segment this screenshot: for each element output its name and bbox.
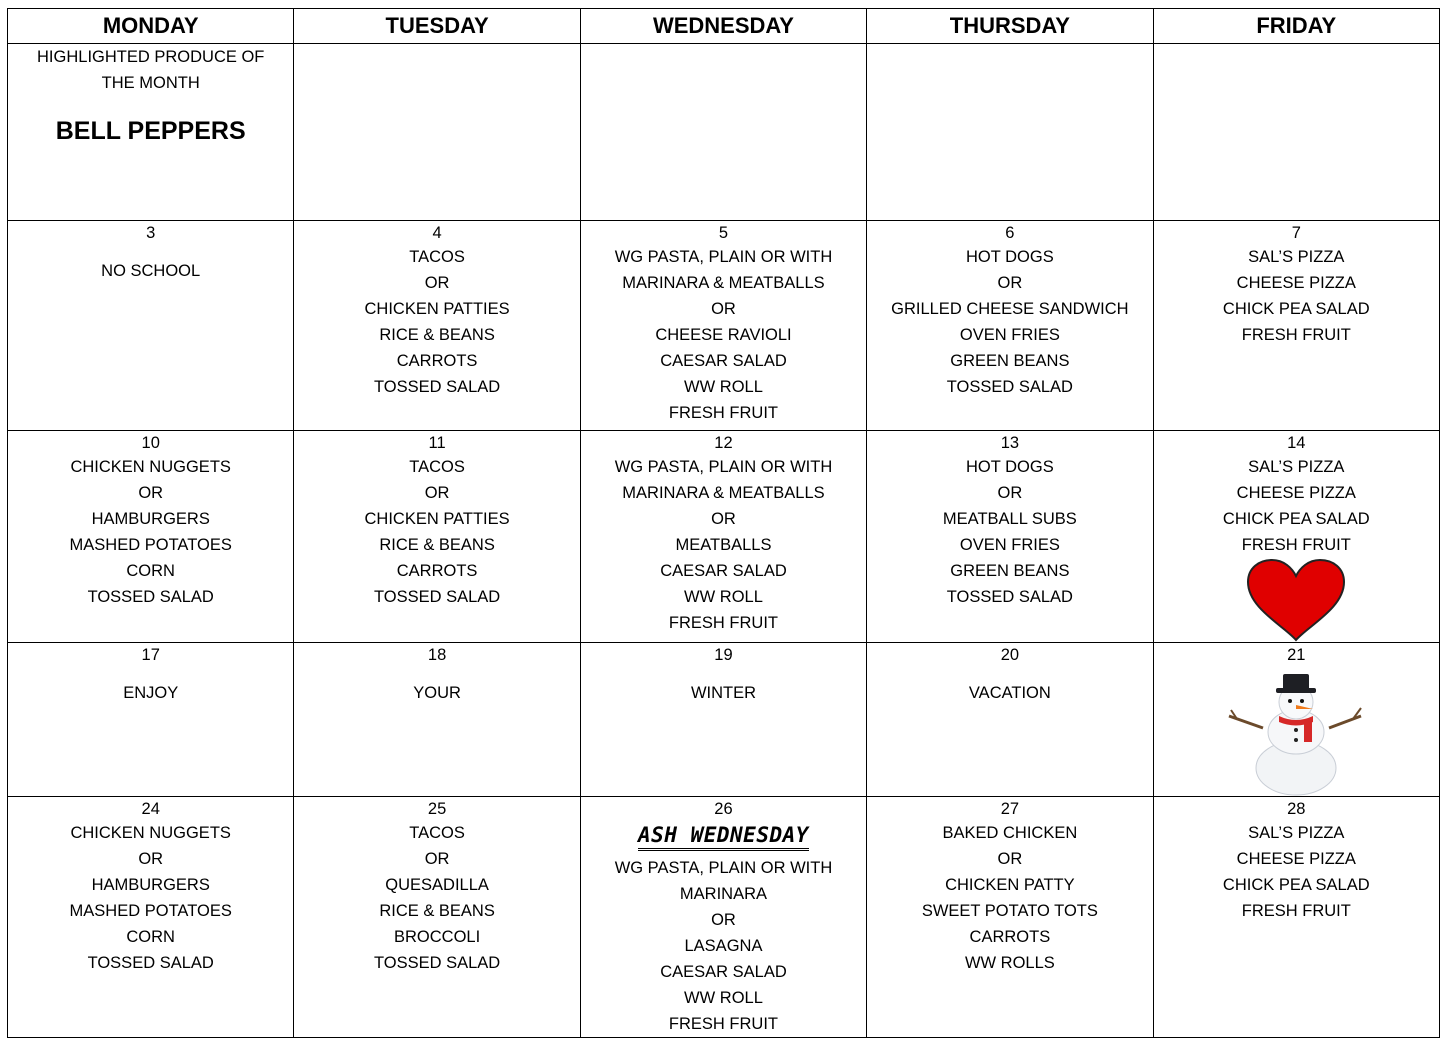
menu-item: TACOS [409,248,465,266]
menu-item: NO SCHOOL [101,262,201,280]
menu-item: FRESH FRUIT [668,1015,779,1033]
day-cell [867,221,1153,431]
menu-item: CHICK PEA SALAD [1222,300,1370,318]
day-cell [867,643,1153,797]
day-cell [294,221,580,431]
empty-cell [867,44,1153,221]
menu-item: YOUR [413,684,461,702]
menu-item: OR [711,510,736,528]
menu-item: OR [138,850,164,868]
day-cell [8,431,294,643]
day-cell [1153,643,1439,797]
menu-item: TOSSED SALAD [946,378,1073,396]
menu-item: WG PASTA, PLAIN OR WITH [614,458,833,476]
day-cell [1153,431,1439,643]
menu-item: OR [997,850,1023,868]
menu-item: CHICKEN NUGGETS [70,458,231,476]
menu-item: WINTER [690,684,757,702]
menu-item: CHICKEN PATTIES [364,300,510,318]
menu-item: LASAGNA [684,937,763,955]
menu-item: CAESAR SALAD [660,562,787,580]
menu-item: WW ROLL [684,989,763,1007]
day-number: 13 [1000,434,1020,452]
menu-item: GRILLED CHEESE SANDWICH [891,300,1129,318]
menu-item: BROCCOLI [393,928,481,946]
menu-item: OR [711,300,736,318]
highlight-produce-cell [8,44,294,221]
menu-item: CAESAR SALAD [660,963,787,981]
menu-item: HOT DOGS [966,248,1054,266]
menu-item: TOSSED SALAD [373,588,501,606]
day-number: 10 [141,434,160,452]
menu-item: OR [424,850,450,868]
menu-item: TOSSED SALAD [373,378,501,396]
empty-cell [294,44,580,221]
menu-item: WW ROLL [684,588,763,606]
spacer [581,666,866,680]
menu-item: CORN [126,562,175,580]
header-friday: FRIDAY [1153,9,1439,44]
day-number: 20 [1000,646,1020,664]
menu-item: TACOS [409,458,465,476]
day-number: 26 [714,800,733,818]
day-cell [294,643,580,797]
day-cell [580,797,866,1038]
menu-item: TACOS [409,824,465,842]
spacer [867,666,1152,680]
menu-item: CHEESE RAVIOLI [655,326,792,344]
menu-item: MARINARA & MEATBALLS [622,484,825,502]
menu-item: CHEESE PIZZA [1236,274,1356,292]
menu-item: OR [997,484,1023,502]
menu-item: MASHED POTATOES [69,902,232,920]
week-row [8,221,1440,431]
day-number: 27 [1000,800,1020,818]
spacer [294,666,579,680]
spacer [8,666,293,680]
day-number: 6 [1005,224,1015,242]
day-number: 11 [428,434,446,452]
menu-item: RICE & BEANS [379,326,495,344]
day-number: 4 [432,224,442,242]
menu-item: QUESADILLA [385,876,489,894]
menu-item: WG PASTA, PLAIN OR WITH [614,248,833,266]
day-number: 12 [714,434,733,452]
day-number: 14 [1287,434,1306,452]
menu-item: HOT DOGS [966,458,1054,476]
day-number: 5 [718,224,729,242]
day-number: 28 [1287,800,1306,818]
highlight-label-line-1: HIGHLIGHTED PRODUCE OF [37,48,265,66]
menu-item: CHEESE PIZZA [1236,850,1356,868]
menu-item: TOSSED SALAD [946,588,1073,606]
menu-item: GREEN BEANS [950,562,1070,580]
menu-item: FRESH FRUIT [1241,902,1351,920]
menu-item: SWEET POTATO TOTS [921,902,1098,920]
day-number: 25 [427,800,447,818]
menu-item: CARROTS [396,352,478,370]
menu-item: OVEN FRIES [959,536,1060,554]
header-wednesday: WEDNESDAY [580,9,866,44]
heart-icon [1244,558,1348,642]
menu-item: MASHED POTATOES [69,536,232,554]
week-row [8,431,1440,643]
day-number: 18 [427,646,447,664]
menu-item: MEATBALLS [675,536,772,554]
day-cell [294,797,580,1038]
header-tuesday: TUESDAY [294,9,580,44]
snowman-icon [1221,666,1371,796]
menu-item: OR [424,484,450,502]
menu-item: HAMBURGERS [91,876,210,894]
day-cell [580,643,866,797]
menu-item: CHICK PEA SALAD [1222,510,1370,528]
menu-item: MARINARA & MEATBALLS [622,274,825,292]
day-cell [8,643,294,797]
empty-cell [580,44,866,221]
menu-item: OVEN FRIES [959,326,1060,344]
day-number: 24 [141,800,160,818]
day-cell [867,431,1153,643]
menu-item: CARROTS [396,562,478,580]
menu-item: WG PASTA, PLAIN OR WITH [614,859,833,877]
menu-item: RICE & BEANS [379,902,495,920]
menu-item: OR [997,274,1023,292]
menu-item: SAL’S PIZZA [1248,248,1345,266]
menu-item: WW ROLL [684,378,763,396]
week-row [8,643,1440,797]
menu-item: WW ROLLS [964,954,1055,972]
menu-item: FRESH FRUIT [668,614,779,632]
menu-item: CARROTS [969,928,1051,946]
menu-item: CHICKEN PATTIES [364,510,510,528]
empty-cell [1153,44,1439,221]
menu-item: CORN [126,928,175,946]
menu-item: RICE & BEANS [379,536,495,554]
menu-item: CHICKEN NUGGETS [70,824,231,842]
day-cell [8,797,294,1038]
lunch-menu-calendar [7,8,1440,1038]
menu-item: OR [424,274,450,292]
menu-item: GREEN BEANS [950,352,1070,370]
menu-item: ENJOY [123,684,179,702]
weekday-header-row [8,9,1440,44]
menu-item: OR [711,911,736,929]
menu-item: SAL’S PIZZA [1248,824,1345,842]
menu-item: FRESH FRUIT [1241,536,1351,554]
week-row [8,797,1440,1038]
highlight-row [8,44,1440,221]
header-monday: MONDAY [8,9,294,44]
menu-item: CHICK PEA SALAD [1222,876,1370,894]
day-number: 17 [141,646,160,664]
menu-item: HAMBURGERS [91,510,210,528]
menu-item: CAESAR SALAD [660,352,787,370]
day-cell [294,431,580,643]
menu-item: CHEESE PIZZA [1236,484,1356,502]
highlight-label-line-2: THE MONTH [101,74,200,92]
day-cell [580,221,866,431]
menu-item: SAL’S PIZZA [1248,458,1345,476]
menu-item: TOSSED SALAD [373,954,501,972]
menu-item: BAKED CHICKEN [942,824,1078,842]
menu-item: FRESH FRUIT [668,404,779,422]
menu-item: CHICKEN PATTY [945,876,1075,894]
spacer [8,244,293,258]
menu-item: OR [138,484,164,502]
menu-item: FRESH FRUIT [1241,326,1351,344]
day-number: 19 [714,646,733,664]
menu-item: VACATION [968,684,1051,702]
day-cell [8,221,294,431]
day-number: 21 [1287,646,1306,664]
day-cell [580,431,866,643]
day-number: 7 [1291,224,1301,242]
header-thursday: THURSDAY [867,9,1153,44]
day-cell [1153,797,1439,1038]
day-cell [1153,221,1439,431]
menu-item: MEATBALL SUBS [942,510,1077,528]
day-cell [867,797,1153,1038]
ash-wednesday-banner: ASH WEDNESDAY [638,822,809,851]
highlight-produce-name: BELL PEPPERS [55,117,246,145]
day-number: 3 [146,224,156,242]
menu-item: MARINARA [679,885,768,903]
menu-item: TOSSED SALAD [87,588,214,606]
menu-item: TOSSED SALAD [87,954,214,972]
